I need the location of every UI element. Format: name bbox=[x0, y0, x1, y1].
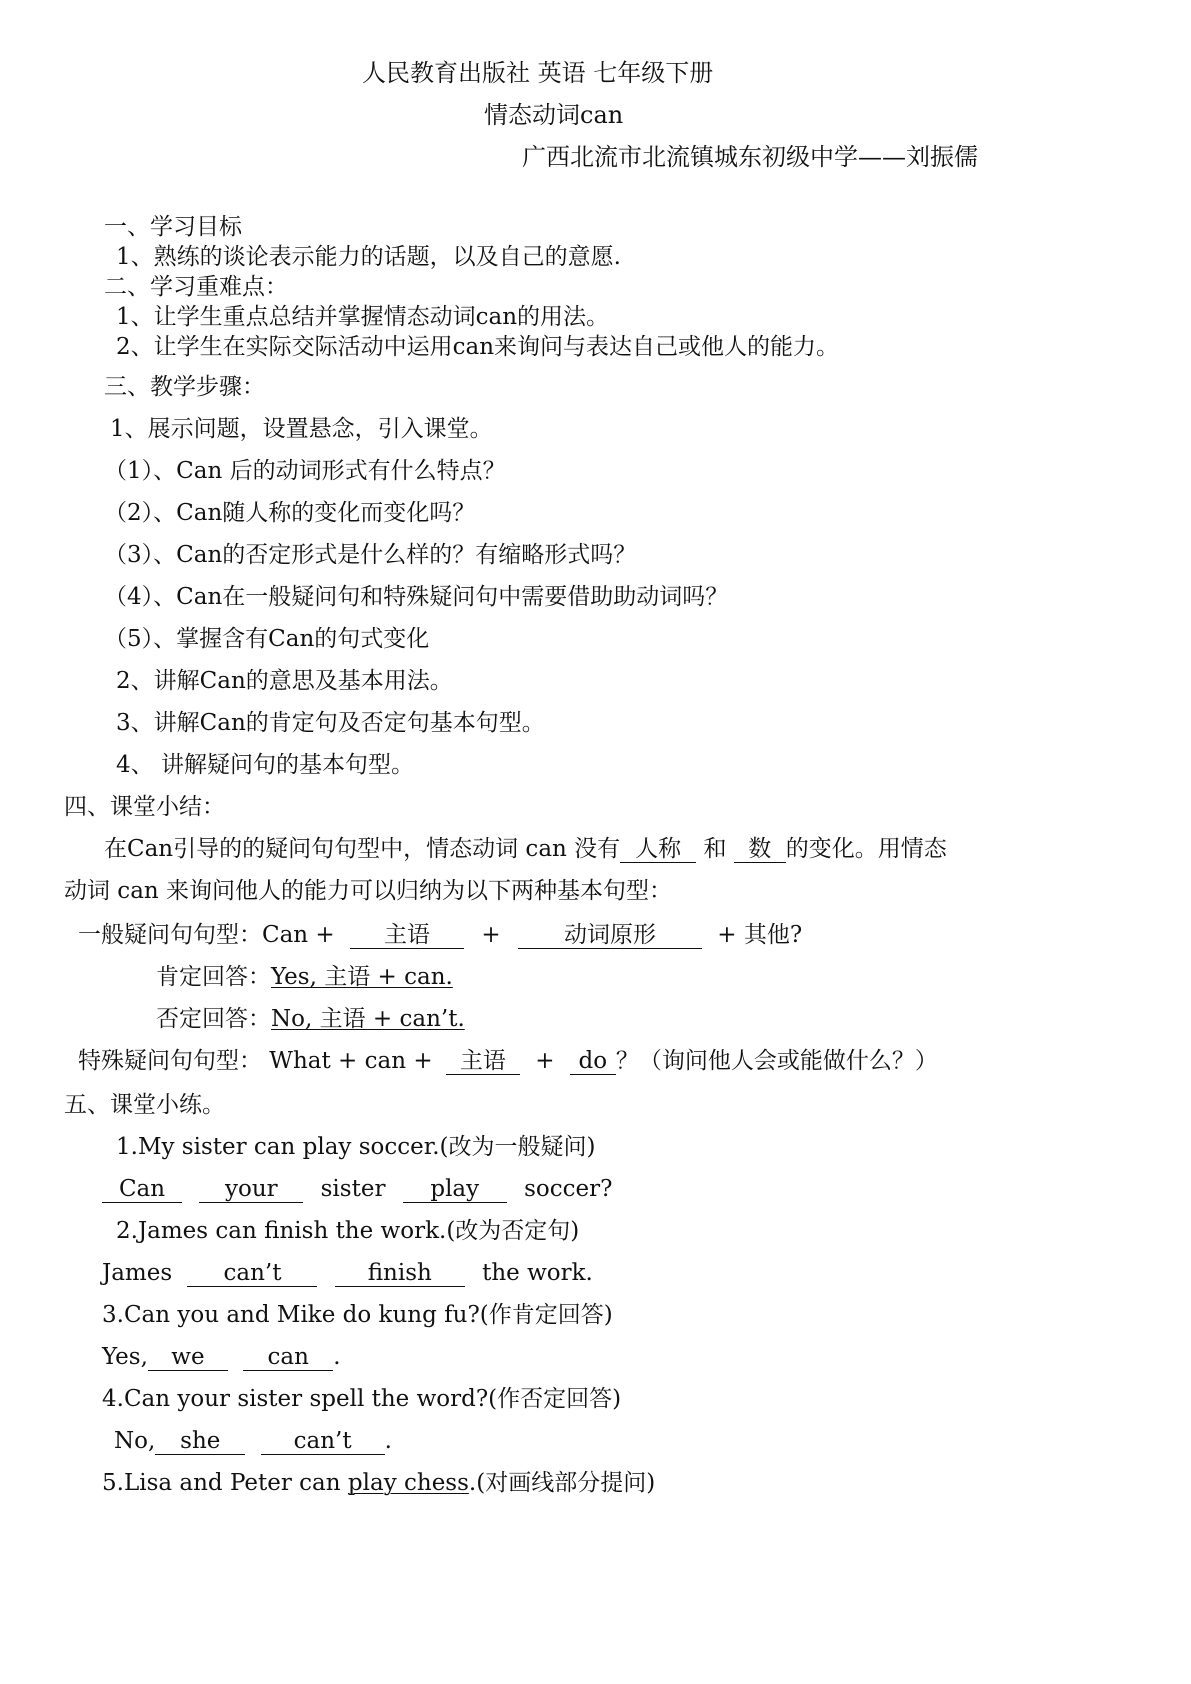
exercise-prompt bbox=[102, 1468, 655, 1498]
affirmative-label: 肯定回答： bbox=[156, 964, 271, 990]
affirmative-answer-pattern bbox=[156, 962, 453, 992]
answer-word: soccer? bbox=[524, 1176, 613, 1202]
prompt-text: .(对画线部分提问) bbox=[468, 1470, 656, 1496]
objective-item: 1、熟练的谈论表示能力的话题，以及自己的意愿. bbox=[116, 244, 621, 270]
answer-blank: can bbox=[243, 1344, 333, 1371]
exercise-prompt: 1.My sister can play soccer.(改为一般疑问) bbox=[116, 1134, 596, 1160]
key-point-item: 2、让学生在实际交际活动中运用can来询问与表达自己或他人的能力。 bbox=[116, 334, 840, 360]
section-heading-practice: 五、课堂小练。 bbox=[64, 1092, 225, 1118]
step-2: 2、讲解Can的意思及基本用法。 bbox=[116, 668, 453, 694]
question-item: （4）、Can在一般疑问句和特殊疑问句中需要借助助动词吗？ bbox=[104, 584, 729, 610]
exercise-answer bbox=[114, 1426, 392, 1456]
summary-text: 在Can引导的的疑问句句型中，情态动词 can 没有 bbox=[104, 836, 621, 862]
negative-label: 否定回答： bbox=[156, 1006, 271, 1032]
plus-sign: + bbox=[481, 922, 501, 948]
answer-blank: can’t bbox=[261, 1428, 385, 1455]
answer-blank: your bbox=[199, 1176, 303, 1203]
answer-suffix: . bbox=[384, 1428, 392, 1454]
pattern-label: 特殊疑问句句型： What + can + bbox=[78, 1048, 433, 1074]
step-4: 4、 讲解疑问句的基本句型。 bbox=[116, 752, 414, 778]
answer-blank: she bbox=[155, 1428, 245, 1455]
blank-base-verb: 动词原形 bbox=[518, 922, 702, 949]
exercise-prompt: 3.Can you and Mike do kung fu?(作肯定回答) bbox=[102, 1302, 613, 1328]
exercise-answer bbox=[102, 1174, 612, 1204]
answer-blank: finish bbox=[335, 1260, 465, 1287]
author-line: 广西北流市北流镇城东初级中学——刘振儒 bbox=[522, 143, 978, 171]
key-point-item: 1、让学生重点总结并掌握情态动词can的用法。 bbox=[116, 304, 610, 330]
section-heading-key-points: 二、学习重难点： bbox=[104, 274, 288, 300]
blank-subject: 主语 bbox=[446, 1048, 520, 1075]
document-title: 情态动词can bbox=[484, 101, 624, 129]
answer-prefix: Yes, bbox=[102, 1344, 148, 1370]
summary-paragraph-line-2: 动词 can 来询问他人的能力可以归纳为以下两种基本句型： bbox=[64, 878, 673, 904]
blank-subject: 主语 bbox=[350, 922, 464, 949]
step-1: 1、展示问题，设置悬念，引入课堂。 bbox=[110, 416, 493, 442]
blank-number: 数 bbox=[734, 836, 786, 863]
prompt-text: 5.Lisa and Peter can bbox=[102, 1470, 348, 1496]
answer-suffix: . bbox=[333, 1344, 341, 1370]
affirmative-value: Yes, 主语 + can. bbox=[271, 964, 453, 990]
exercise-prompt: 2.James can finish the work.(改为否定句) bbox=[116, 1218, 580, 1244]
answer-prefix: James bbox=[102, 1260, 173, 1286]
answer-prefix: No, bbox=[114, 1428, 156, 1454]
section-heading-summary: 四、课堂小结： bbox=[64, 794, 225, 820]
blank-do: do bbox=[570, 1048, 616, 1075]
summary-paragraph-line-1 bbox=[104, 834, 947, 864]
plus-sign: + bbox=[535, 1048, 555, 1074]
question-item: （2）、Can随人称的变化而变化吗？ bbox=[104, 500, 476, 526]
question-item: （5）、掌握含有Can的句式变化 bbox=[104, 626, 430, 652]
pattern-label: 一般疑问句句型：Can + bbox=[78, 922, 335, 948]
answer-suffix: the work. bbox=[482, 1260, 593, 1286]
blank-person: 人称 bbox=[620, 836, 696, 863]
answer-blank: play bbox=[403, 1176, 507, 1203]
section-heading-objectives: 一、学习目标 bbox=[104, 214, 242, 240]
general-question-pattern bbox=[78, 920, 802, 950]
underlined-phrase: play chess bbox=[347, 1470, 469, 1496]
section-heading-steps: 三、教学步骤： bbox=[104, 374, 265, 400]
negative-value: No, 主语 + can’t. bbox=[271, 1006, 465, 1032]
special-question-pattern bbox=[78, 1046, 938, 1076]
question-item: （3）、Can的否定形式是什么样的？有缩略形式吗？ bbox=[104, 542, 637, 568]
answer-word: sister bbox=[320, 1176, 386, 1202]
answer-blank: we bbox=[148, 1344, 228, 1371]
pattern-tail: ？（询问他人会或能做什么？） bbox=[615, 1048, 938, 1074]
exercise-answer bbox=[102, 1342, 341, 1372]
answer-blank: Can bbox=[102, 1176, 182, 1203]
publisher-line: 人民教育出版社 英语 七年级下册 bbox=[362, 59, 714, 87]
summary-text: 的变化。用情态 bbox=[785, 836, 947, 862]
answer-blank: can’t bbox=[187, 1260, 317, 1287]
pattern-tail: + 其他? bbox=[717, 922, 803, 948]
negative-answer-pattern bbox=[156, 1004, 465, 1034]
question-item: （1）、Can 后的动词形式有什么特点？ bbox=[104, 458, 506, 484]
exercise-prompt: 4.Can your sister spell the word?(作否定回答) bbox=[102, 1386, 622, 1412]
summary-and: 和 bbox=[703, 836, 727, 862]
step-3: 3、讲解Can的肯定句及否定句基本句型。 bbox=[116, 710, 545, 736]
exercise-answer bbox=[102, 1258, 593, 1288]
